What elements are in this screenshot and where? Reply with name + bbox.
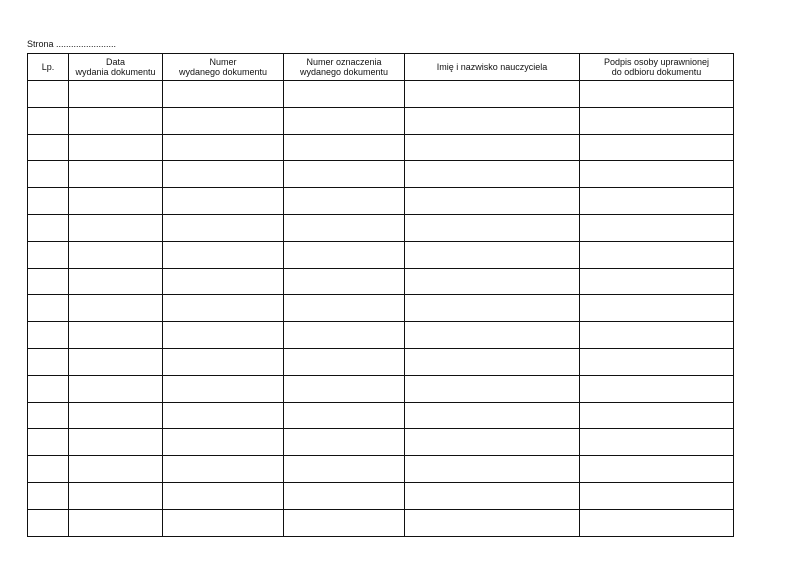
cell-designation-number (284, 509, 405, 536)
table-header-row (28, 54, 734, 81)
table-row (28, 214, 734, 241)
cell-signature (580, 161, 734, 188)
cell-teacher-name (405, 482, 580, 509)
cell-lp (28, 241, 69, 268)
cell-document-number (163, 161, 284, 188)
cell-designation-number (284, 322, 405, 349)
cell-document-number (163, 429, 284, 456)
column-header-issue-date: Data wydania dokumentu (69, 54, 163, 81)
cell-issue-date (69, 134, 163, 161)
cell-issue-date (69, 81, 163, 108)
cell-lp (28, 375, 69, 402)
table-body (28, 81, 734, 537)
cell-signature (580, 241, 734, 268)
cell-issue-date (69, 509, 163, 536)
cell-document-number (163, 107, 284, 134)
table-row (28, 375, 734, 402)
cell-lp (28, 348, 69, 375)
cell-signature (580, 107, 734, 134)
cell-teacher-name (405, 107, 580, 134)
table-row (28, 188, 734, 215)
cell-designation-number (284, 134, 405, 161)
cell-issue-date (69, 375, 163, 402)
cell-document-number (163, 188, 284, 215)
cell-lp (28, 295, 69, 322)
table-row (28, 402, 734, 429)
cell-lp (28, 402, 69, 429)
cell-teacher-name (405, 429, 580, 456)
cell-issue-date (69, 482, 163, 509)
table-row (28, 509, 734, 536)
cell-lp (28, 429, 69, 456)
cell-issue-date (69, 188, 163, 215)
cell-signature (580, 429, 734, 456)
cell-teacher-name (405, 268, 580, 295)
column-header-signature: Podpis osoby uprawnionej do odbioru dokumentu (580, 54, 734, 81)
cell-lp (28, 456, 69, 483)
cell-document-number (163, 375, 284, 402)
cell-document-number (163, 348, 284, 375)
cell-signature (580, 134, 734, 161)
cell-lp (28, 214, 69, 241)
cell-document-number (163, 81, 284, 108)
cell-lp (28, 482, 69, 509)
cell-lp (28, 81, 69, 108)
cell-designation-number (284, 456, 405, 483)
cell-issue-date (69, 241, 163, 268)
cell-teacher-name (405, 456, 580, 483)
cell-teacher-name (405, 188, 580, 215)
cell-signature (580, 188, 734, 215)
cell-signature (580, 81, 734, 108)
cell-signature (580, 509, 734, 536)
column-header-lp: Lp. (28, 54, 69, 81)
cell-lp (28, 188, 69, 215)
cell-teacher-name (405, 322, 580, 349)
cell-issue-date (69, 322, 163, 349)
cell-signature (580, 214, 734, 241)
cell-teacher-name (405, 241, 580, 268)
column-header-teacher-name: Imię i nazwisko nauczyciela (405, 54, 580, 81)
cell-issue-date (69, 295, 163, 322)
cell-signature (580, 456, 734, 483)
cell-document-number (163, 456, 284, 483)
cell-teacher-name (405, 509, 580, 536)
cell-teacher-name (405, 402, 580, 429)
table-row (28, 81, 734, 108)
cell-signature (580, 322, 734, 349)
cell-designation-number (284, 429, 405, 456)
cell-teacher-name (405, 81, 580, 108)
cell-document-number (163, 134, 284, 161)
table-row (28, 429, 734, 456)
cell-designation-number (284, 482, 405, 509)
cell-lp (28, 322, 69, 349)
cell-lp (28, 509, 69, 536)
table-row (28, 348, 734, 375)
cell-designation-number (284, 81, 405, 108)
cell-document-number (163, 482, 284, 509)
cell-designation-number (284, 214, 405, 241)
cell-issue-date (69, 429, 163, 456)
page-number-label: Strona ........................ (27, 39, 117, 49)
cell-signature (580, 402, 734, 429)
cell-document-number (163, 509, 284, 536)
cell-signature (580, 482, 734, 509)
table-row (28, 456, 734, 483)
cell-signature (580, 268, 734, 295)
cell-designation-number (284, 348, 405, 375)
cell-designation-number (284, 268, 405, 295)
table-row (28, 107, 734, 134)
cell-document-number (163, 402, 284, 429)
cell-document-number (163, 268, 284, 295)
cell-teacher-name (405, 161, 580, 188)
cell-teacher-name (405, 134, 580, 161)
table-row (28, 295, 734, 322)
document-register-table (27, 53, 734, 537)
cell-document-number (163, 241, 284, 268)
cell-issue-date (69, 402, 163, 429)
cell-designation-number (284, 161, 405, 188)
cell-signature (580, 348, 734, 375)
cell-designation-number (284, 402, 405, 429)
cell-issue-date (69, 456, 163, 483)
cell-teacher-name (405, 295, 580, 322)
table-row (28, 134, 734, 161)
cell-lp (28, 161, 69, 188)
cell-signature (580, 295, 734, 322)
cell-issue-date (69, 214, 163, 241)
cell-lp (28, 134, 69, 161)
cell-document-number (163, 295, 284, 322)
cell-designation-number (284, 241, 405, 268)
column-header-designation-number: Numer oznaczenia wydanego dokumentu (284, 54, 405, 81)
table-row (28, 241, 734, 268)
table-row (28, 482, 734, 509)
cell-document-number (163, 214, 284, 241)
cell-lp (28, 107, 69, 134)
table-row (28, 161, 734, 188)
cell-issue-date (69, 268, 163, 295)
cell-teacher-name (405, 214, 580, 241)
table-row (28, 268, 734, 295)
cell-issue-date (69, 107, 163, 134)
cell-teacher-name (405, 348, 580, 375)
cell-designation-number (284, 188, 405, 215)
cell-designation-number (284, 295, 405, 322)
cell-teacher-name (405, 375, 580, 402)
cell-issue-date (69, 348, 163, 375)
cell-issue-date (69, 161, 163, 188)
column-header-document-number: Numer wydanego dokumentu (163, 54, 284, 81)
cell-signature (580, 375, 734, 402)
table-row (28, 322, 734, 349)
cell-designation-number (284, 375, 405, 402)
cell-designation-number (284, 107, 405, 134)
cell-lp (28, 268, 69, 295)
cell-document-number (163, 322, 284, 349)
